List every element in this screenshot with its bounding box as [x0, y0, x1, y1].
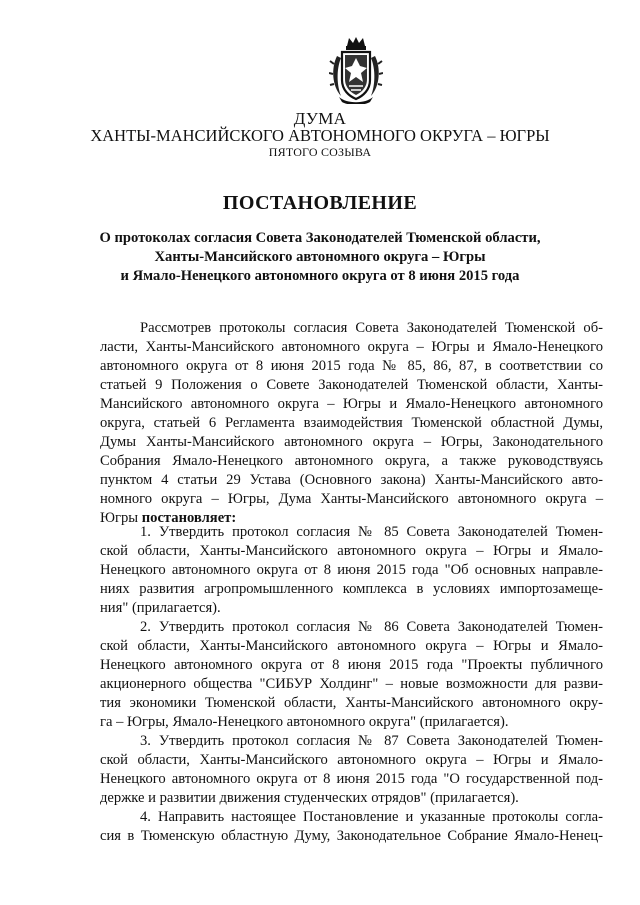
convocation-label: ПЯТОГО СОЗЫВА: [268, 145, 372, 159]
text-line: Мансийского автономного округа – Югры и Ямало-Ненецкого автономного: [100, 396, 603, 412]
text-line: 4. Направить настоящее Постановление и указанные протоколы согла-: [140, 809, 603, 825]
text-line: сия в Тюменскую областную Думу, Законодательное Собрание Ямало-Ненец-: [100, 828, 603, 844]
coat-of-arms-icon: [329, 36, 383, 104]
text-line: округа, статьей 6 Регламента взаимодействия Тюменской областной Думы,: [100, 415, 603, 431]
text-line: ской области, Ханты-Мансийского автономного округа – Югры и Ямало-: [100, 638, 603, 654]
text-line: Ненецкого автономного округа от 8 июня 2015 года "Проекты публичного: [100, 657, 603, 673]
document-title: ПОСТАНОВЛЕНИЕ: [222, 192, 418, 214]
text-line: Ненецкого автономного округа от 8 июня 2015 года "Об основных направле-: [100, 562, 603, 578]
subject-line: и Ямало-Ненецкого автономного округа от 8 июня 2015 года: [120, 268, 520, 284]
text-line: тия экономики Тюменской области, Ханты-Мансийского автономного окру-: [100, 695, 603, 711]
text-line: 1. Утвердить протокол согласия № 85 Совета Законодателей Тюмен-: [140, 524, 603, 540]
preamble-paragraph: [100, 319, 603, 528]
text-line: статьей 9 Положения о Совете Законодателей Тюменской области, Ханты-: [100, 377, 603, 393]
subject-line: Ханты-Мансийского автономного округа – Югры: [154, 249, 486, 265]
text-line: держке и развитии движения студенческих отрядов" (прилагается).: [100, 790, 519, 806]
text-fragment: Югры: [100, 510, 139, 526]
text-line: Ненецкого автономного округа от 8 июня 2015 года "О государственной под-: [100, 771, 603, 787]
text-line: ния" (прилагается).: [100, 600, 221, 616]
text-line: ниях развития агропромышленного комплекса в условиях импортозамеще-: [100, 581, 603, 597]
text-line: автономного округа от 8 июня 2015 года № 85, 86, 87, в соответствии со: [100, 358, 603, 374]
text-line: ской области, Ханты-Мансийского автономного округа – Югры и Ямало-: [100, 752, 603, 768]
text-line: акционерного общества "СИБУР Холдинг" – новые возможности для разви-: [100, 676, 603, 692]
text-line: Собрания Ямало-Ненецкого автономного округа, а также руководствуясь: [100, 453, 603, 469]
org-name-line1: ДУМА: [293, 109, 347, 128]
subject-line: О протоколах согласия Совета Законодателей Тюменской области,: [99, 230, 541, 246]
text-line: га – Югры, Ямало-Ненецкого автономного округа" (прилагается).: [100, 714, 509, 730]
text-line: Рассмотрев протоколы согласия Совета Законодателей Тюменской об-: [140, 320, 603, 336]
text-line: 3. Утвердить протокол согласия № 87 Совета Законодателей Тюмен-: [140, 733, 603, 749]
resolution-item-4: [100, 808, 603, 846]
text-line: Думы Ханты-Мансийского автономного округа – Югры, Законодательного: [100, 434, 603, 450]
resolution-item-3: [100, 732, 603, 808]
resolution-verb: постановляет:: [141, 510, 237, 526]
text-line: ласти, Ханты-Мансийского автономного округа – Югры и Ямало-Ненецкого: [100, 339, 603, 355]
resolution-item-2: [100, 618, 603, 732]
resolution-item-1: [100, 523, 603, 618]
text-line: ской области, Ханты-Мансийского автономного округа – Югры и Ямало-: [100, 543, 603, 559]
text-line: номного округа – Югры, Дума Ханты-Мансийского автономного округа –: [100, 491, 603, 507]
org-name-line2: ХАНТЫ-МАНСИЙСКОГО АВТОНОМНОГО ОКРУГА – ЮГРЫ: [90, 126, 550, 145]
text-line: пунктом 4 статьи 29 Устава (Основного закона) Ханты-Мансийского авто-: [100, 472, 603, 488]
text-line: 2. Утвердить протокол согласия № 86 Совета Законодателей Тюмен-: [140, 619, 603, 635]
